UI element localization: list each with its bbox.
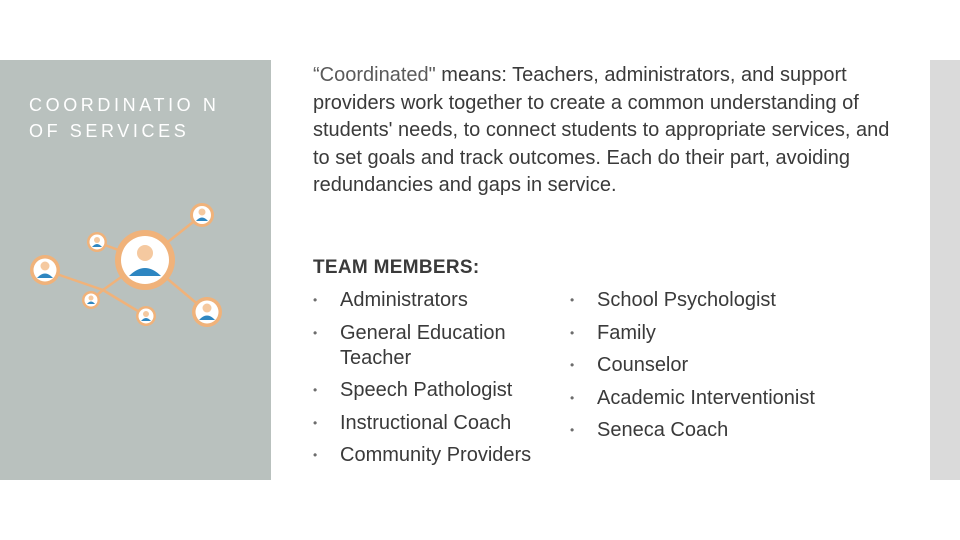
bullet-icon: • xyxy=(313,448,318,462)
bullet-icon: • xyxy=(313,293,318,307)
list-item: • General Education Teacher xyxy=(313,321,506,369)
bullet-icon: • xyxy=(313,383,318,397)
person-node xyxy=(192,297,222,327)
bullet-icon: • xyxy=(570,390,575,405)
bullet-icon: • xyxy=(570,423,575,437)
list-item: • Family xyxy=(570,321,656,344)
list-item: • Instructional Coach xyxy=(313,411,512,434)
people-network-icon xyxy=(0,190,271,340)
team-list-left xyxy=(313,288,563,476)
person-node-center xyxy=(115,230,175,290)
person-node xyxy=(136,306,156,326)
list-item: • Counselor xyxy=(570,354,689,376)
list-item: • Academic Interventionist xyxy=(570,386,815,409)
right-accent-bar xyxy=(930,60,960,480)
list-item: • School Psychologist xyxy=(570,289,776,311)
bullet-icon: • xyxy=(570,358,575,372)
bullet-icon: • xyxy=(570,293,575,307)
bullet-icon: • xyxy=(570,325,575,340)
team-list-right xyxy=(570,288,870,451)
person-node xyxy=(190,203,214,227)
list-item: • Speech Pathologist xyxy=(313,379,513,401)
list-item: • Seneca Coach xyxy=(570,419,729,441)
bullet-icon: • xyxy=(313,415,318,430)
definition-text xyxy=(313,62,903,200)
section-title: COORDINATIO N OF SERVICES xyxy=(29,95,220,141)
definition-body: means: Teachers, administrators, and support providers work together to create a common understanding of students' needs, to connect students to appropriate services, and to set goals and track outcomes. Each do their part, avoiding redundancies and gaps in service. xyxy=(313,64,890,196)
team-heading: TEAM MEMBERS: xyxy=(313,257,480,278)
list-item: • Community Providers xyxy=(313,444,532,466)
person-node xyxy=(87,232,107,252)
list-item: • Administrators xyxy=(313,289,468,311)
person-node xyxy=(30,255,60,285)
bullet-icon: • xyxy=(313,325,318,340)
definition-term: “Coordinated" xyxy=(313,64,436,86)
person-node xyxy=(82,291,100,309)
